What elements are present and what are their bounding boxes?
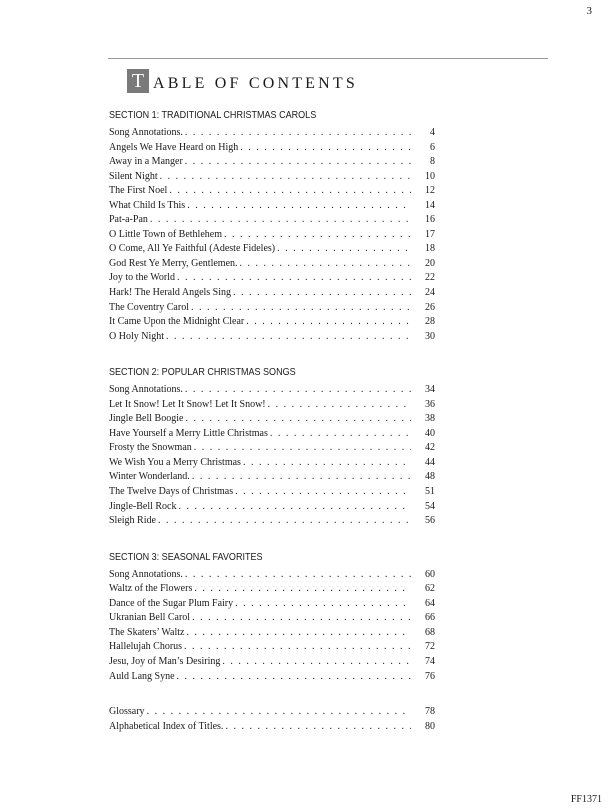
dot-leader [268,398,411,413]
page-number: 3 [586,5,592,17]
toc-entry-page: 20 [425,257,435,269]
toc-entry-title: Hallelujah Chorus [109,641,183,653]
toc-entry-page: 12 [425,185,435,197]
toc-entry-title: Hark! The Herald Angels Sing [109,287,232,299]
dot-leader [185,412,411,427]
dot-leader [235,597,411,612]
toc-entry-page: 42 [425,442,435,454]
title-text: ABLE OF CONTENTS [153,74,358,92]
toc-entry-title: Glossary [109,706,145,718]
toc-entry [109,141,435,156]
section-entries [109,383,435,528]
toc-entry-page: 28 [425,316,435,328]
toc-entry [109,301,435,316]
toc-entry-title: Jingle Bell Boogie [109,413,184,425]
toc-entry [109,456,435,471]
toc-entry [109,485,435,500]
toc-entry-title: O Holy Night [109,330,164,342]
toc-entry-page: 66 [425,612,435,624]
dot-leader [191,301,411,316]
toc-entry [109,582,435,597]
dot-leader [192,611,411,626]
toc-entry [109,568,435,583]
toc-entry [109,412,435,427]
toc-entry [109,271,435,286]
dot-leader [240,257,411,272]
dot-leader [166,330,411,345]
toc-entry [109,398,435,413]
toc-entry-page: 72 [425,641,435,653]
toc-entry-page: 10 [425,170,435,182]
toc-entry [109,611,435,626]
toc-entry [109,184,435,199]
dot-leader [194,582,411,597]
toc-entry-title: Sleigh Ride [109,515,156,527]
dot-leader [194,441,411,456]
dot-leader [177,670,411,685]
back-matter [109,705,435,734]
toc-entry-page: 60 [425,568,435,580]
toc-entry [109,199,435,214]
title-initial-box: T [127,69,149,93]
toc-entry-title: Winter Wonderland. [109,471,190,483]
table-of-contents [109,108,435,734]
toc-entry-page: 40 [425,427,435,439]
toc-entry-page: 34 [425,384,435,396]
toc-entry-page: 48 [425,471,435,483]
toc-entry-title: O Little Town of Bethlehem [109,228,222,240]
dot-leader [186,626,411,641]
toc-entry [109,500,435,515]
toc-entry [109,640,435,655]
section-heading: SECTION 2: POPULAR CHRISTMAS SONGS [109,366,296,379]
section-entries [109,568,435,684]
toc-entry-page: 18 [425,243,435,255]
toc-entry-title: Away in a Manger [109,156,183,168]
section-1 [109,108,435,344]
dot-leader [187,199,411,214]
section-2 [109,365,435,528]
section-heading: SECTION 1: TRADITIONAL CHRISTMAS CAROLS [109,109,317,121]
dot-leader [277,242,411,257]
toc-entry-title: Angels We Have Heard on High [109,141,239,153]
toc-entry-page: 17 [425,228,435,240]
toc-entry-page: 80 [425,720,435,732]
toc-entry [109,228,435,243]
toc-entry-page: 6 [430,141,435,153]
toc-entry-title: The First Noel [109,185,168,197]
toc-entry-title: Frosty the Snowman [109,442,192,454]
toc-entry-page: 74 [425,655,435,667]
toc-entry-title: Have Yourself a Merry Little Christmas [109,427,268,439]
toc-entry-title: God Rest Ye Merry, Gentlemen. [109,257,238,269]
dot-leader [222,655,411,670]
toc-entry-title: Jingle-Bell Rock [109,500,177,512]
toc-entry-title: Song Annotations. [109,127,183,138]
toc-entry-page: 44 [425,456,435,468]
toc-entry [109,155,435,170]
toc-entry-page: 56 [425,515,435,527]
toc-entry-title: Dance of the Sugar Plum Fairy [109,597,234,609]
catalog-code: FF1371 [570,794,602,805]
toc-entry-title: Auld Lang Syne [109,670,175,682]
toc-entry-page: 62 [425,583,435,595]
page-title [127,69,358,93]
dot-leader [185,383,411,398]
toc-entry [109,170,435,185]
toc-entry-title: Alphabetical Index of Titles. [109,720,224,732]
toc-entry-title: Waltz of the Flowers [109,583,193,595]
toc-entry [109,597,435,612]
dot-leader [192,470,411,485]
toc-entry [109,315,435,330]
toc-entry [109,257,435,272]
toc-entry-title: The Skaters’ Waltz [109,626,185,638]
dot-leader [147,705,411,720]
dot-leader [185,568,411,583]
toc-entry [109,213,435,228]
toc-entry-page: 16 [425,214,435,226]
toc-entry-page: 22 [425,272,435,284]
dot-leader [169,184,411,199]
toc-entry-title: The Twelve Days of Christmas [109,486,234,498]
toc-entry-page: 54 [425,500,435,512]
dot-leader [225,720,411,735]
toc-entry-page: 24 [425,287,435,299]
toc-entry-title: Pat-a-Pan [109,214,148,226]
toc-entry-title: The Coventry Carol [109,301,189,313]
toc-entry [109,383,435,398]
toc-entry-title: It Came Upon the Midnight Clear [109,316,245,328]
toc-entry [109,286,435,301]
dot-leader [270,427,411,442]
dot-leader [185,126,411,141]
toc-entry-page: 14 [425,199,435,211]
section-entries [109,126,435,344]
dot-leader [179,500,412,515]
dot-leader [150,213,411,228]
toc-entry [109,242,435,257]
toc-entry [109,705,435,720]
dot-leader [177,271,411,286]
toc-entry [109,720,435,735]
toc-entry [109,427,435,442]
header-rule [108,58,548,59]
section-3 [109,550,435,684]
toc-entry-page: 38 [425,413,435,425]
dot-leader [224,228,411,243]
section-heading: SECTION 3: SEASONAL FAVORITES [109,550,263,563]
dot-leader [243,456,411,471]
toc-entry-page: 30 [425,330,435,342]
toc-entry-title: Song Annotations. [109,384,183,396]
toc-entry [109,655,435,670]
toc-entry-page: 64 [425,597,435,609]
toc-entry-page: 76 [425,670,435,682]
toc-entry-page: 78 [425,706,435,718]
dot-leader [246,315,411,330]
toc-entry-title: Silent Night [109,170,158,182]
toc-entry-page: 4 [430,127,435,138]
toc-entry [109,626,435,641]
dot-leader [235,485,411,500]
toc-entry [109,441,435,456]
toc-entry-page: 68 [425,626,435,638]
toc-entry [109,330,435,345]
toc-entry-title: We Wish You a Merry Christmas [109,456,241,468]
toc-entry-title: Ukranian Bell Carol [109,612,191,624]
toc-entry-title: Joy to the World [109,272,175,284]
toc-entry-title: Jesu, Joy of Man’s Desiring [109,655,221,667]
toc-entry-title: Let It Snow! Let It Snow! Let It Snow! [109,398,266,410]
toc-entry [109,514,435,529]
toc-entry-title: What Child Is This [109,199,186,211]
toc-entry-page: 51 [425,486,435,498]
dot-leader [185,155,411,170]
toc-entry [109,670,435,685]
toc-entry-page: 8 [430,156,435,168]
toc-entry-title: O Come, All Ye Faithful (Adeste Fideles) [109,243,276,255]
toc-entry [109,470,435,485]
toc-entry-title: Song Annotations. [109,568,183,580]
dot-leader [158,514,411,529]
toc-entry-page: 36 [425,398,435,410]
dot-leader [240,141,411,156]
dot-leader [160,170,411,185]
toc-entry [109,126,435,141]
toc-entry-page: 26 [425,301,435,313]
dot-leader [184,640,411,655]
dot-leader [233,286,411,301]
